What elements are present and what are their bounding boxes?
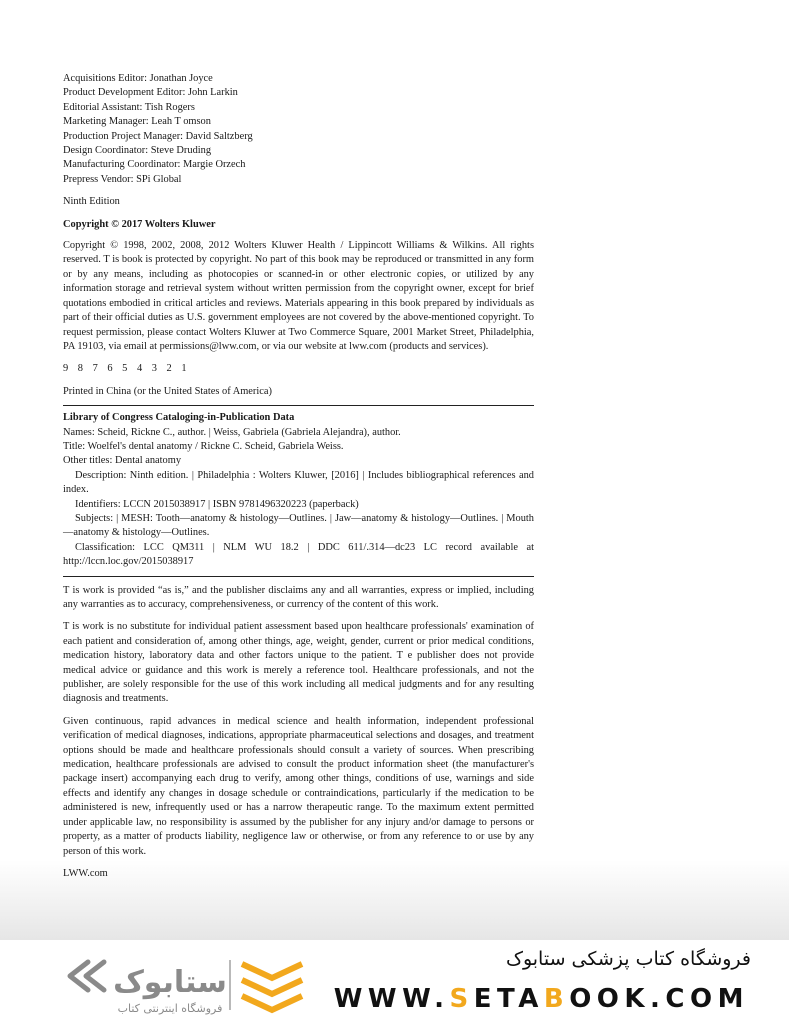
divider-bottom [63, 576, 534, 577]
credit-line: Product Development Editor: John Larkin [63, 87, 238, 99]
logo-subtext: فروشگاه اینترنتی کتاب [117, 1002, 223, 1015]
credit-line: Marketing Manager: Leah T omson [63, 116, 211, 128]
setabook-logo-graphic [62, 954, 322, 1016]
copyright-heading: Copyright © 2017 Wolters Kluwer [63, 218, 216, 230]
cip-subjects: Subjects: | MESH: Tooth—anatomy & histology—Outlines. | Jaw—anatomy & histology—Outlines. | Mouth—anatomy & histology—Outlines. [63, 512, 534, 539]
setabook-logo[interactable] [62, 954, 322, 1016]
logo-wordmark: ستابوک [113, 965, 227, 1000]
website-line: LWW.com [63, 867, 108, 879]
book-chevron-icon [242, 964, 302, 1010]
credit-line: Manufacturing Coordinator: Margie Orzech [63, 159, 246, 171]
copyright-paragraph: Copyright © 1998, 2002, 2008, 2012 Wolters Kluwer Health / Lippincott Williams & Wilkins. All rights reserved. T is book is protected by copyright. No part of this book may be reproduced or transmitted in any form or by any means, including as photocopies or scanned-in or other electronic copies, or utilized by any information storage and retrieval system without written permission from the copyright owner, except for brief quotations embodied in critical articles and reviews. Materials appearing in this book prepared by individuals as part of their official duties as U.S. government employees are not covered by the above-mentioned copyright. To request permission, please contact Wolters Kluwer at Two Commerce Square, 2001 Market Street, Philadelphia, PA 19103, via email at permissions@lww.com, or via our website at lww.com (products and services). [63, 240, 534, 352]
chevron-left-icon [70, 962, 104, 990]
disclaimer-paragraph: Given continuous, rapid advances in medical science and health information, independent professional verification of medical diagnoses, indications, appropriate pharmaceutical selections and dosages, and treatment options should be made and healthcare professionals should consult a variety of sources. When prescribing medication, healthcare professionals are advised to consult the product information sheet (the manufacturer's package insert) accompanying each drug to verify, among other things, conditions of use, warnings and side effects and identify any changes in dosage schedule or contraindications, particularly if the medication to be administered is new, infrequently used or has a narrow therapeutic range. To the maximum extent permitted under applicable law, no responsibility is assumed by the publisher for any injury and/or damage to persons or property, as a matter of products liability, negligence law or otherwise, or from any reference to or use by any person of this work. [63, 715, 534, 857]
cip-heading: Library of Congress Cataloging-in-Publication Data [63, 412, 295, 424]
cip-other-titles: Other titles: Dental anatomy [63, 455, 182, 467]
credit-line: Editorial Assistant: Tish Rogers [63, 101, 195, 113]
printed-in-line: Printed in China (or the United States of America) [63, 385, 272, 397]
credit-line: Production Project Manager: David Saltzberg [63, 130, 253, 142]
cip-classification: Classification: LCC QM311 | NLM WU 18.2 | DDC 611/.314—dc23 LC record available at http://lccn.loc.gov/2015038917 [63, 541, 534, 568]
editorial-credits [63, 72, 534, 187]
url-accent-letter: B [543, 984, 570, 1014]
store-url[interactable] [334, 984, 749, 1014]
cip-description: Description: Ninth edition. | Philadelphia : Wolters Kluwer, [2016] | Includes bibliographical references and index. [63, 469, 534, 496]
credit-line: Design Coordinator: Steve Druding [63, 145, 212, 157]
cip-names: Names: Scheid, Rickne C., author. | Weiss, Gabriela (Gabriela Alejandra), author. [63, 426, 401, 438]
divider-top [63, 405, 534, 406]
disclaimer-paragraph: T is work is no substitute for individual patient assessment based upon healthcare professionals' examination of each patient and consideration of, among other things, age, weight, gender, current or prior medical conditions, medication history, laboratory data and other factors unique to the patient. T e publisher does not provide medical advice or guidance and this work is merely a reference tool. Healthcare professionals, and not the publisher, are solely responsible for the use of this work including all medical judgments and for any resulting diagnosis and treatments. [63, 621, 534, 705]
cip-identifiers: Identifiers: LCCN 2015038917 | ISBN 9781496320223 (paperback) [75, 498, 359, 510]
disclaimer-paragraph: T is work is provided “as is,” and the publisher disclaims any and all warranties, express or implied, including any warranties as to accuracy, comprehensiveness, or currency of the content of this work. [63, 584, 534, 610]
url-part: WWW. [333, 984, 450, 1014]
print-line-numbers: 9 8 7 6 5 4 3 2 1 [63, 363, 191, 375]
store-name-persian: فروشگاه کتاب پزشکی ستابوک [505, 948, 751, 970]
watermark-footer-banner [0, 940, 789, 1023]
cip-data-block [63, 411, 534, 569]
url-part: ETA [473, 984, 544, 1014]
edition-label: Ninth Edition [63, 196, 120, 208]
credit-line: Prepress Vendor: SPi Global [63, 173, 182, 185]
credit-line: Acquisitions Editor: Jonathan Joyce [63, 73, 213, 84]
url-accent-letter: S [449, 984, 474, 1014]
copyright-page-content [63, 72, 534, 881]
url-part: OOK.COM [569, 984, 749, 1014]
cip-title: Title: Woelfel's dental anatomy / Rickne C. Scheid, Gabriela Weiss. [63, 440, 344, 452]
